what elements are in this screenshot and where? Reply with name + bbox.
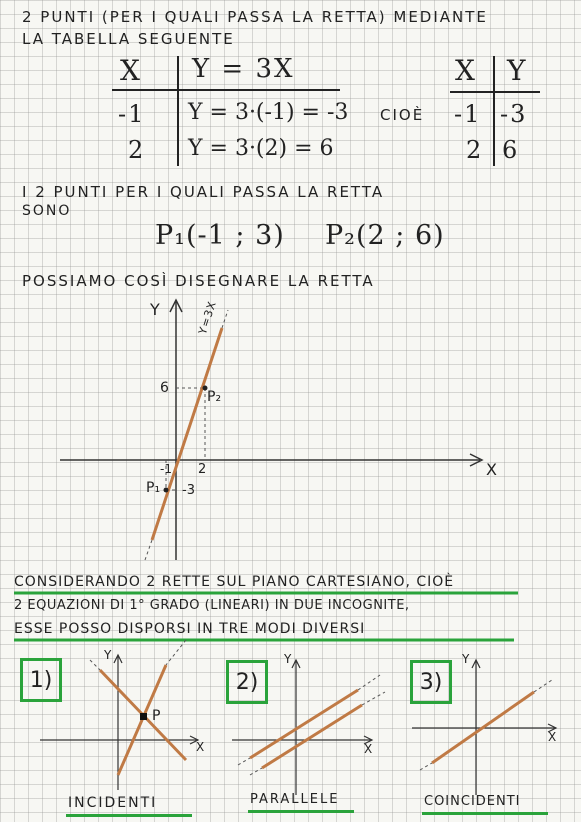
table-main-col-y: Y = 3X — [192, 54, 295, 84]
case-3-y-label: Y — [462, 652, 472, 666]
table-small-col-x: X — [455, 54, 477, 87]
table-main-row2-x: 2 — [128, 136, 146, 164]
case-3-number: 3) — [410, 660, 452, 704]
cioe-text: CIOÈ — [380, 106, 425, 124]
header-line-1: 2 PUNTI (PER I QUALI PASSA LA RETTA) MEDIANTE — [22, 8, 488, 26]
case-2-y-label: Y — [284, 652, 294, 666]
case-1-number: 1) — [20, 658, 62, 702]
table-small-row2-x: 2 — [466, 136, 484, 164]
graph-tick-2: 2 — [198, 462, 209, 477]
graph-tick-minus1: -1 — [160, 462, 172, 476]
table-main-lines — [112, 56, 340, 166]
point-p2: P₂(2 ; 6) — [325, 220, 445, 251]
graph-line-label: Y=3X — [196, 299, 220, 337]
case-2-number: 2) — [226, 660, 268, 704]
table-small-row2-y: 6 — [502, 136, 520, 164]
case-2-x-label: X — [364, 742, 375, 756]
graph-line-y3x — [152, 328, 222, 540]
graph-p2-label: P₂ — [207, 389, 222, 405]
table-small-row1-y: -3 — [500, 100, 528, 128]
considering-line-3: ESSE POSSO DISPORSI IN TRE MODI DIVERSI — [14, 621, 366, 637]
draw-text: POSSIAMO COSÌ DISEGNARE LA RETTA — [22, 272, 375, 290]
case-3-x-label: X — [548, 730, 559, 744]
points-line-1: I 2 PUNTI PER I QUALI PASSA LA RETTA — [22, 183, 385, 201]
graph-point-p1 — [164, 488, 169, 493]
graph-y-label: Y — [150, 300, 162, 319]
case-1-label: INCIDENTI — [68, 795, 158, 811]
considering-line-1: CONSIDERANDO 2 RETTE SUL PIANO CARTESIANO, CIOÈ — [14, 574, 455, 590]
table-small-col-y: Y — [507, 54, 528, 87]
table-main-row1-x: -1 — [118, 100, 146, 128]
graph-tick-minus3: -3 — [182, 483, 195, 498]
case-2-label: PARALLELE — [250, 792, 340, 807]
case-1-underline — [66, 814, 192, 817]
graph-tick-6: 6 — [160, 380, 171, 396]
graph-p1-label: P₁ — [146, 480, 161, 496]
case-2-underline — [248, 810, 354, 813]
case-1-y-label: Y — [104, 648, 114, 662]
graph-x-label: X — [486, 460, 499, 479]
case-1-p-label: P — [152, 708, 163, 724]
header-line-2: LA TABELLA SEGUENTE — [22, 30, 235, 48]
case-1-x-label: X — [196, 740, 207, 754]
table-main-row1-y: Y = 3·(-1) = -3 — [188, 100, 349, 125]
table-main-col-x: X — [120, 54, 142, 87]
graph-axes — [60, 300, 482, 560]
points-line-2: SONO — [22, 203, 72, 219]
case-3-underline — [422, 812, 548, 815]
table-small-row1-x: -1 — [454, 100, 482, 128]
point-p1: P₁(-1 ; 3) — [155, 220, 285, 251]
case-1-diagram — [40, 640, 198, 790]
case-3-label: COINCIDENTI — [424, 794, 521, 809]
table-main-row2-y: Y = 3·(2) = 6 — [188, 136, 334, 161]
table-small-lines — [450, 56, 540, 166]
considering-line-2: 2 EQUAZIONI DI 1° GRADO (LINEARI) IN DUE INCOGNITE, — [14, 598, 410, 613]
